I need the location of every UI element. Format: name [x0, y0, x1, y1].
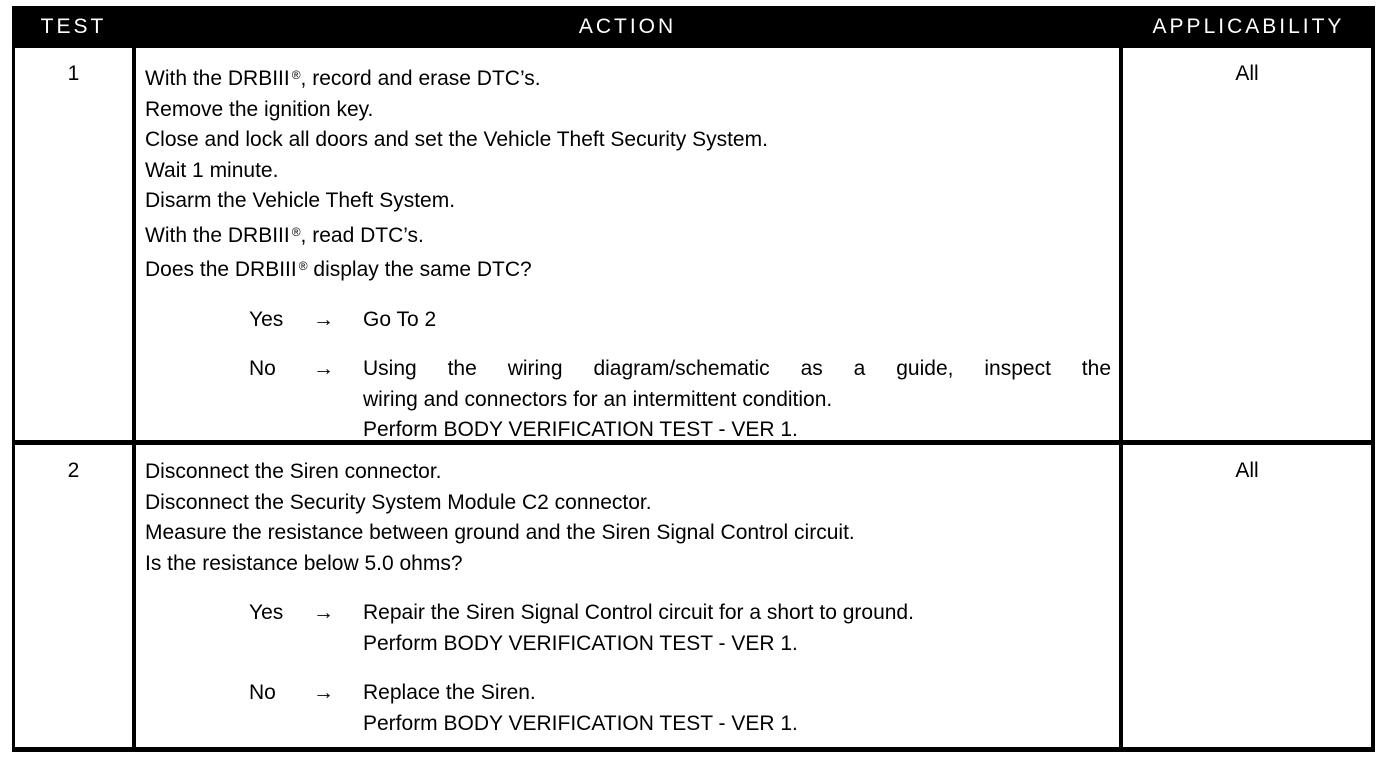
row-1-applicability: All: [1123, 48, 1371, 440]
right-arrow-icon: →: [313, 357, 334, 380]
row-1-step: Disarm the Vehicle Theft System.: [145, 189, 456, 212]
registered-mark-icon: ®: [291, 224, 301, 239]
no-result-line: wiring and connectors for an intermittent condition.: [363, 387, 833, 411]
yes-result-line: Perform BODY VERIFICATION TEST - VER 1.: [363, 631, 798, 655]
no-result-line: Perform BODY VERIFICATION TEST - VER 1.: [363, 418, 798, 441]
no-label: No: [249, 681, 276, 704]
row-1-test-number: 1: [15, 48, 132, 440]
no-result-line: Replace the Siren.: [363, 681, 536, 704]
row-2-step: Disconnect the Siren connector.: [145, 460, 442, 483]
row-1-yes-option: [145, 305, 1111, 336]
yes-result-line: Repair the Siren Signal Control circuit for a short to ground.: [363, 601, 914, 624]
no-result-line: Using the wiring diagram/schematic as a guide, inspect the: [363, 357, 1111, 380]
header-applicability: APPLICABILITY: [1152, 15, 1345, 38]
header-action: ACTION: [578, 15, 677, 38]
right-arrow-icon: →: [313, 681, 334, 704]
row-1-step: Close and lock all doors and set the Vehicle Theft Security System.: [145, 128, 768, 151]
row-2-step: Measure the resistance between ground and the Siren Signal Control circuit.: [145, 521, 855, 544]
row-1-step: Wait 1 minute.: [145, 158, 279, 182]
header-test: TEST: [40, 15, 107, 38]
yes-label: Yes: [249, 307, 284, 331]
yes-result-line: Go To 2: [363, 307, 437, 331]
row-2-no-option: [145, 678, 1111, 739]
diagnostic-table: [12, 6, 1375, 752]
row-2-applicability: All: [1123, 445, 1371, 747]
row-1-no-option: [145, 354, 1111, 446]
registered-mark-icon: ®: [298, 259, 308, 273]
row-1-step: Does the DRBIII ® display the same DTC?: [145, 258, 532, 281]
row-2-step: Disconnect the Security System Module C2 connector.: [145, 490, 652, 514]
row-2-test-number: 2: [15, 445, 132, 747]
no-result-line: Perform BODY VERIFICATION TEST - VER 1.: [363, 711, 798, 735]
row-2-step: Is the resistance below 5.0 ohms?: [145, 551, 463, 575]
row-1-step: Remove the ignition key.: [145, 97, 374, 121]
row-1-step: With the DRBIII ®, read DTC’s.: [145, 223, 424, 247]
row-1-step: With the DRBIII ®, record and erase DTC’s.: [145, 67, 541, 90]
yes-label: Yes: [249, 601, 284, 624]
right-arrow-icon: →: [313, 307, 334, 331]
registered-mark-icon: ®: [291, 68, 301, 82]
no-label: No: [249, 357, 276, 380]
row-2-yes-option: [145, 598, 1111, 659]
row-1-action: [136, 48, 1119, 440]
row-2-action: [136, 445, 1119, 747]
right-arrow-icon: →: [313, 601, 334, 624]
